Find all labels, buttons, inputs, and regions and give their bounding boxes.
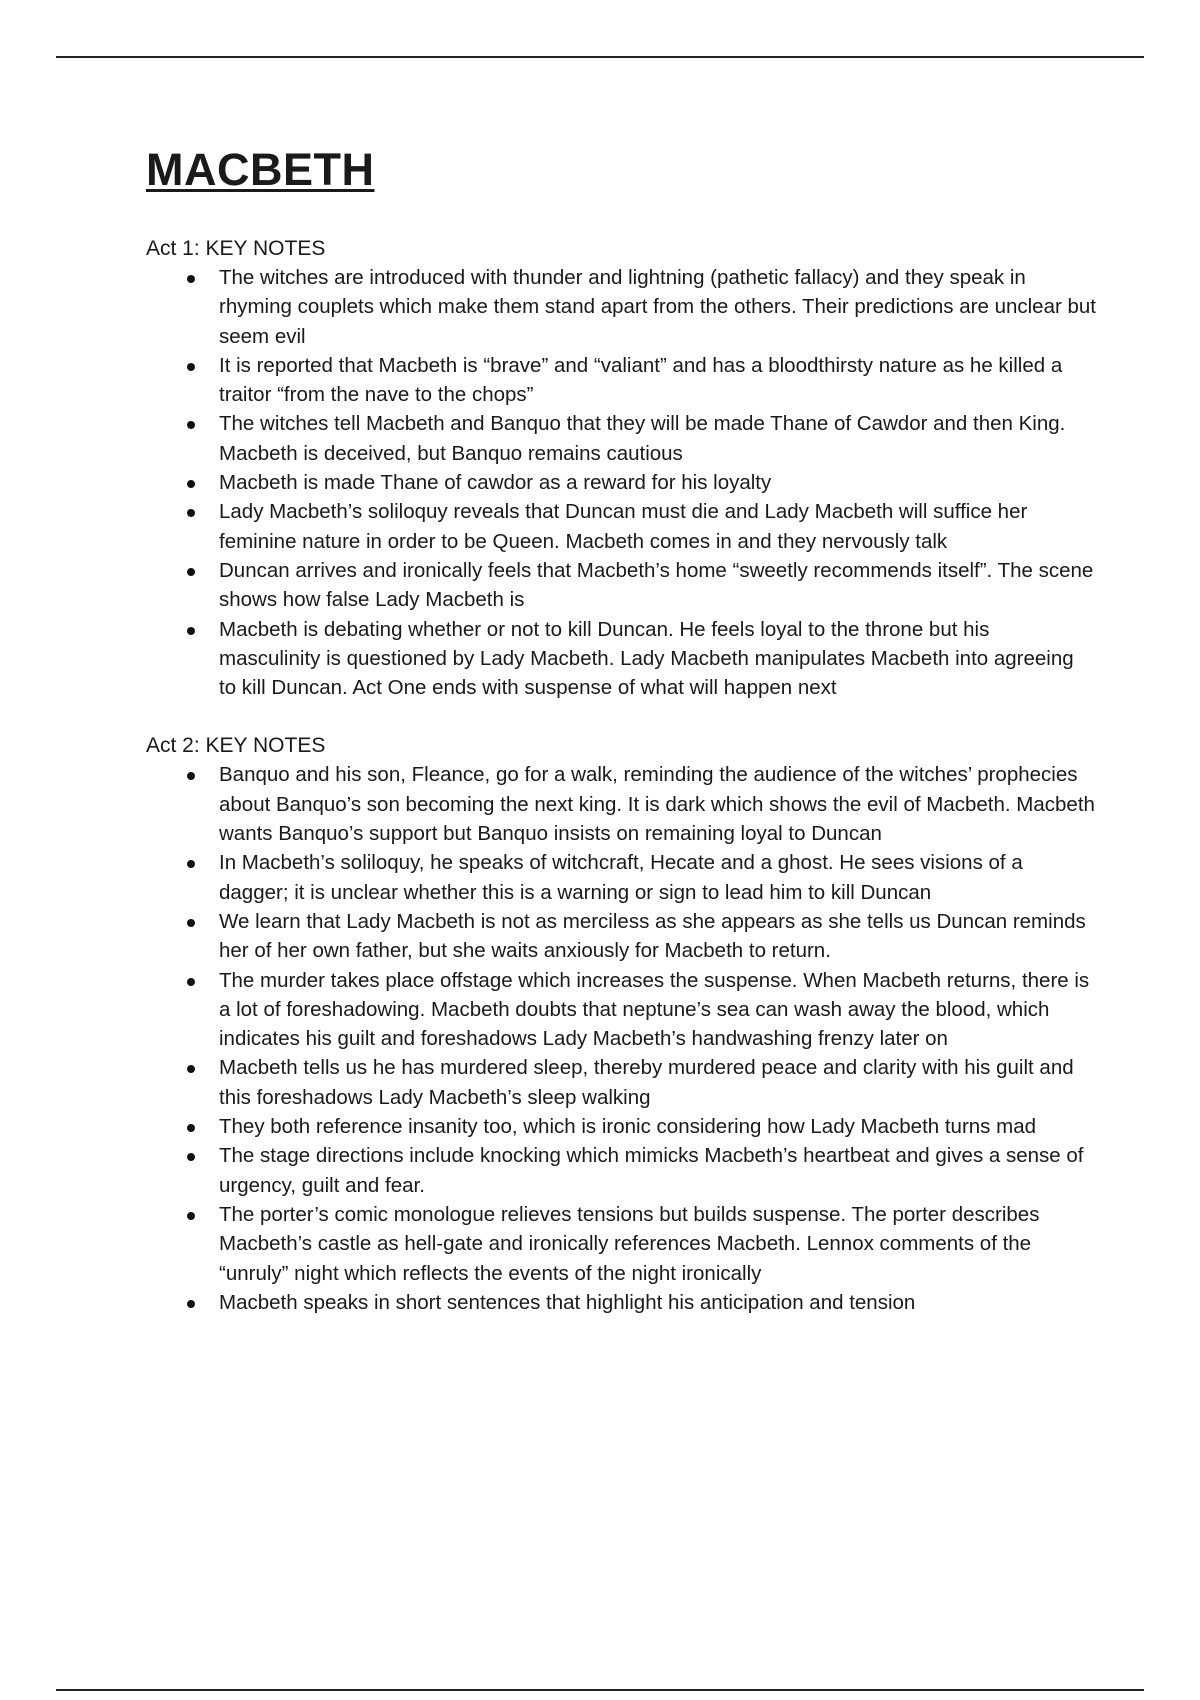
note-text: Duncan arrives and ironically feels that Macbeth’s home “sweetly recommends itself”. The scene shows how false Lady Macbeth is — [219, 558, 1094, 612]
note-text: Lady Macbeth’s soliloquy reveals that Duncan must die and Lady Macbeth will suffice her feminine nature in order to be Queen. Macbeth comes in and they nervously talk — [219, 500, 1028, 553]
note-text: The porter’s comic monologue relieves tensions but builds suspense. The porter describes Macbeth’s castle as hell-gate and ironically references Macbeth. Lennox comments of the “unruly” night which reflects the events of the night ironically — [219, 1202, 1040, 1285]
act-1-heading: Act 1: KEY NOTES — [146, 237, 326, 260]
act-2-section — [146, 731, 1096, 1317]
note-text: In Macbeth’s soliloquy, he speaks of witchcraft, Hecate and a ghost. He sees visions of a dagger; it is unclear whether this is a warning or sign to lead him to kill Duncan — [219, 851, 1023, 904]
note-text: Macbeth is debating whether or not to kill Duncan. He feels loyal to the throne but his masculinity is questioned by Lady Macbeth. Lady Macbeth manipulates Macbeth into agreeing to kill Duncan. Act One ends with suspense of what will happen next — [219, 617, 1074, 700]
bullet-icon — [187, 480, 195, 488]
list-item — [146, 351, 1096, 410]
note-text: The witches tell Macbeth and Banquo that they will be made Thane of Cawdor and then King. Macbeth is deceived, but Banquo remains cautious — [219, 412, 1066, 465]
bullet-icon — [187, 421, 195, 429]
top-divider — [56, 56, 1144, 58]
list-item — [146, 497, 1096, 556]
bullet-icon — [187, 1124, 195, 1132]
note-text: The murder takes place offstage which increases the suspense. When Macbeth returns, there is a lot of foreshadowing. Macbeth doubts that neptune’s sea can wash away the blood, which indicates his guilt and foreshadows Lady Macbeth’s handwashing frenzy later on — [219, 968, 1090, 1051]
bottom-divider — [56, 1689, 1144, 1691]
list-item — [146, 966, 1096, 1054]
bullet-icon — [187, 509, 195, 517]
list-item — [146, 556, 1096, 615]
bullet-icon — [187, 772, 195, 780]
list-item — [146, 615, 1096, 703]
act-1-notes-list — [146, 263, 1096, 702]
note-text: We learn that Lady Macbeth is not as merciless as she appears as she tells us Duncan reminds her of her own father, but she waits anxiously for Macbeth to return. — [219, 909, 1086, 963]
note-text: Macbeth is made Thane of cawdor as a reward for his loyalty — [219, 471, 772, 495]
list-item — [146, 848, 1096, 907]
list-item — [146, 760, 1096, 848]
bullet-icon — [187, 919, 195, 927]
note-text: They both reference insanity too, which is ironic considering how Lady Macbeth turns mad — [219, 1115, 1037, 1139]
list-item — [146, 1288, 1096, 1317]
note-text: The witches are introduced with thunder and lightning (pathetic fallacy) and they speak in rhyming couplets which make them stand apart from the others. Their predictions are unclear but seem evil — [219, 266, 1096, 348]
bullet-icon — [187, 363, 195, 371]
document-body — [146, 140, 1096, 1317]
list-item — [146, 1112, 1096, 1141]
note-text: Macbeth speaks in short sentences that highlight his anticipation and tension — [219, 1290, 916, 1314]
bullet-icon — [187, 978, 195, 986]
list-item — [146, 409, 1096, 468]
bullet-icon — [187, 1153, 195, 1161]
act-2-heading: Act 2: KEY NOTES — [146, 734, 326, 758]
bullet-icon — [187, 1300, 195, 1308]
act-2-notes-list — [146, 760, 1096, 1317]
bullet-icon — [187, 568, 195, 576]
bullet-icon — [187, 1065, 195, 1073]
bullet-icon — [187, 627, 195, 635]
bullet-icon — [187, 860, 195, 868]
bullet-icon — [187, 275, 195, 283]
list-item — [146, 907, 1096, 966]
list-item — [146, 1141, 1096, 1200]
list-item — [146, 468, 1096, 497]
note-text: Banquo and his son, Fleance, go for a walk, reminding the audience of the witches’ prophecies about Banquo’s son becoming the next king. It is dark which shows the evil of Macbeth. Macbeth wants Banquo’s support but Banquo insists on remaining loyal to Duncan — [219, 763, 1095, 846]
note-text: The stage directions include knocking which mimicks Macbeth’s heartbeat and gives a sense of urgency, guilt and fear. — [219, 1144, 1084, 1197]
document-title: MACBETH — [146, 144, 375, 195]
list-item — [146, 1200, 1096, 1288]
act-1-section — [146, 234, 1096, 702]
note-text: It is reported that Macbeth is “brave” and “valiant” and has a bloodthirsty nature as he killed a traitor “from the nave to the chops” — [219, 353, 1063, 407]
bullet-icon — [187, 1212, 195, 1220]
note-text: Macbeth tells us he has murdered sleep, thereby murdered peace and clarity with his guilt and this foreshadows Lady Macbeth’s sleep walking — [219, 1056, 1074, 1109]
list-item — [146, 263, 1096, 351]
list-item — [146, 1053, 1096, 1112]
